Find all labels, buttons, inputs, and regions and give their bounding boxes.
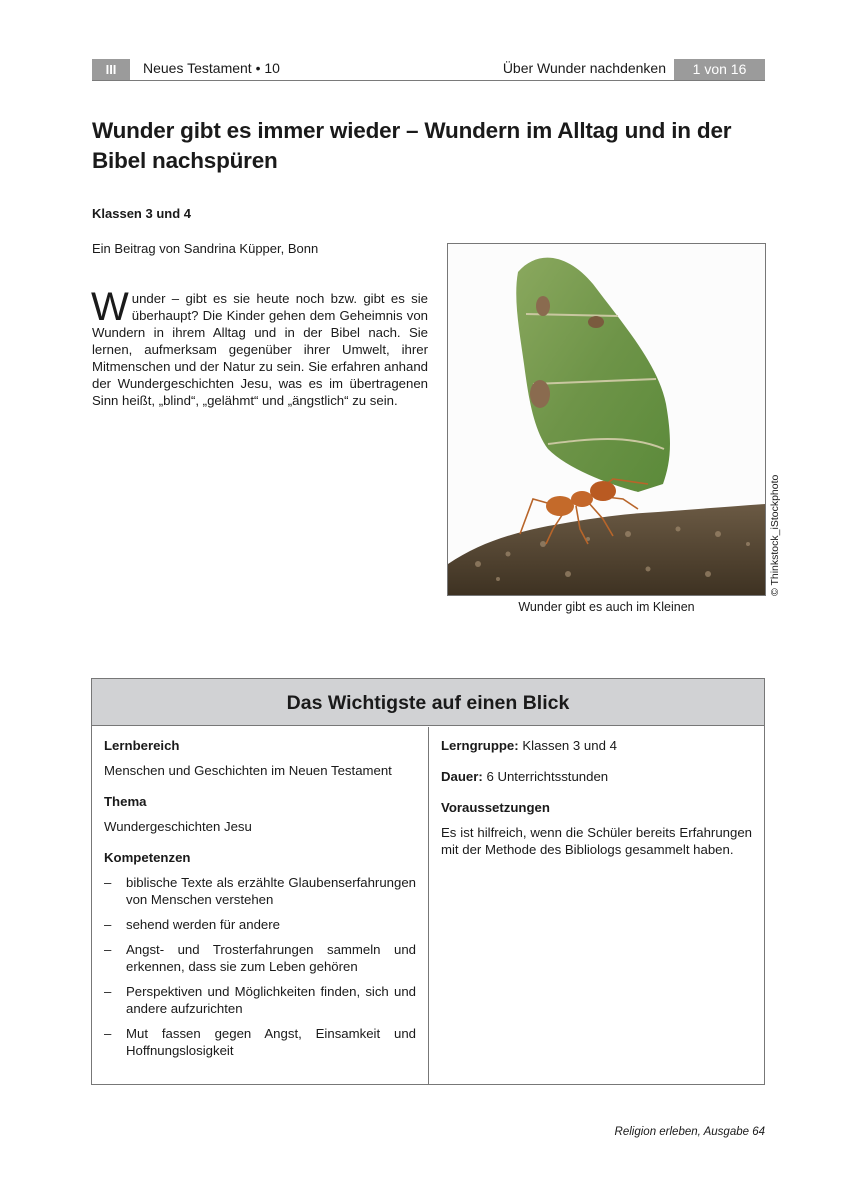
kompetenzen-label: Kompetenzen	[104, 850, 191, 865]
intro-text: under – gibt es sie heute noch bzw. gibt es sie überhaupt? Die Kinder gehen dem Geheimnis von Wundern in ihrem Alltag und in der Bibel nach. Sie lernen, aufmerksam gegenüber ihrer Umwelt, ihrer Mitmenschen und der Natur zu sein. Sie erfahren anhand der Wundergeschichten Jesu, was es im übertragenen Sinn heißt, „blind“, „gelähmt“ und „ängstlich“ zu sein.	[92, 291, 428, 408]
lerngruppe-row	[441, 737, 752, 754]
grade-level: Klassen 3 und 4	[92, 206, 191, 221]
thema-label: Thema	[104, 794, 147, 809]
dauer-row	[441, 768, 752, 785]
list-item: – Angst- und Trosterfahrungen sammeln und erkennen, dass sie zum Leben gehören	[104, 942, 416, 974]
lerngruppe-value: Klassen 3 und 4	[522, 738, 617, 753]
running-header	[92, 59, 765, 81]
dash-bullet: –	[104, 917, 112, 932]
list-item: – Perspektiven und Möglichkeiten finden, sich und andere aufzurichten	[104, 984, 416, 1016]
voraussetzungen-label: Voraussetzungen	[441, 800, 550, 815]
header-chapter: Neues Testament • 10	[143, 60, 280, 76]
ant-photo	[447, 243, 766, 596]
voraussetzungen-value: Es ist hilfreich, wenn die Schüler bereits Erfahrungen mit der Methode des Bibliologs gesammelt haben.	[441, 825, 752, 857]
publication-footer: Religion erleben, Ausgabe 64	[614, 1126, 765, 1138]
list-item: – Mut fassen gegen Angst, Einsamkeit und Hoffnungslosigkeit	[104, 1026, 416, 1058]
photo-caption: Wunder gibt es auch im Kleinen	[518, 600, 695, 614]
thema-value: Wundergeschichten Jesu	[104, 819, 252, 834]
page-indicator: 1 von 16	[674, 59, 765, 80]
overview-box	[91, 678, 765, 1085]
author-line: Ein Beitrag von Sandrina Küpper, Bonn	[92, 241, 319, 256]
drop-cap: W	[91, 285, 129, 329]
lernbereich-value: Menschen und Geschichten im Neuen Testament	[104, 763, 392, 778]
lernbereich-label: Lernbereich	[104, 738, 180, 753]
section-number-badge: III	[92, 59, 130, 80]
kompetenzen-list	[104, 874, 416, 1059]
dash-bullet: –	[104, 942, 112, 957]
dash-bullet: –	[104, 984, 112, 999]
dauer-value: 6 Unterrichtsstunden	[486, 769, 609, 784]
list-item: – biblische Texte als erzählte Glaubenserfahrungen von Menschen verstehen	[104, 875, 416, 907]
dash-bullet: –	[104, 1026, 112, 1041]
overview-right-column	[429, 727, 764, 1084]
page-title: Wunder gibt es immer wieder – Wundern im Alltag und in der Bibel nachspüren	[92, 118, 732, 173]
overview-left-column	[92, 727, 429, 1084]
dash-bullet: –	[104, 875, 112, 890]
intro-paragraph	[91, 285, 428, 409]
overview-heading: Das Wichtigste auf einen Blick	[92, 679, 764, 726]
list-item: – sehend werden für andere	[104, 917, 280, 932]
lerngruppe-label: Lerngruppe:	[441, 738, 519, 753]
dauer-label: Dauer:	[441, 769, 483, 784]
leafcutter-ant-illustration	[448, 244, 765, 595]
header-topic: Über Wunder nachdenken	[502, 60, 666, 76]
photo-credit: © Thinkstock_iStockphoto	[769, 474, 781, 596]
